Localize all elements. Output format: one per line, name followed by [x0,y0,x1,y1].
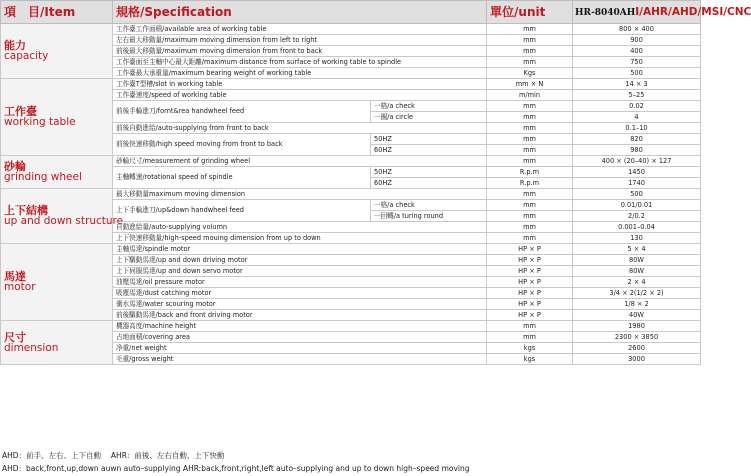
value-cell: 500 [573,189,701,200]
spec-cell: 前後驅動馬達/back and front driving motor [113,310,487,321]
spec-cell: 工作臺工作面積/available area of working table [113,24,487,35]
value-cell: 400 [573,46,701,57]
spec-cell: 工作臺T型槽/slot in working table [113,79,487,90]
header-unit-cn: 單位 [490,5,515,19]
section-label-cn: 砂輪 [4,160,26,174]
section-label-cn: 馬達 [4,270,26,284]
spec-cell: 上下快速移動量/high-speed mouing dimension from up to down [113,233,487,244]
value-cell: 400 × (20–40) × 127 [573,156,701,167]
header-spec-en: /Specification [140,5,232,19]
spec-cell: 上下手輪進刀/up&down handwheel feed [113,200,371,222]
section-label [1,189,124,244]
section-label-en: grinding wheel [4,171,82,184]
spec-cell: 油壓馬達/oil pressure motor [113,277,487,288]
value-cell: 2600 [573,343,701,354]
section-label-cn: 工作臺 [4,105,37,119]
unit-cell: mm [487,332,573,343]
section-label-cn: 尺寸 [4,330,26,344]
spec-cell: 工作臺面至主軸中心最大距離/maximum distance from surface of working table to spindle [113,57,487,68]
unit-cell: HP × P [487,299,573,310]
spec-cell: 自動進給量/auto-supplying volumn [113,222,487,233]
unit-cell: mm [487,57,573,68]
value-cell: 800 × 400 [573,24,701,35]
unit-cell: HP × P [487,266,573,277]
unit-cell: mm [487,101,573,112]
sub-spec-cell: 一圈/a circle [371,112,487,123]
value-cell: 2 × 4 [573,277,701,288]
unit-cell: mm [487,35,573,46]
unit-cell: mm [487,189,573,200]
spec-cell: 净重/net weight [113,343,487,354]
value-cell: 5 × 4 [573,244,701,255]
unit-cell: kgs [487,354,573,365]
value-cell: 1450 [573,167,701,178]
header-item [1,1,113,24]
value-cell: 5–25 [573,90,701,101]
header-spec [113,1,487,24]
unit-cell: mm [487,145,573,156]
header-model-suffix: I/AHR/AHD/MSI/CNC [635,5,751,18]
value-cell: 80W [573,255,701,266]
spec-cell: 毛重/gross weight [113,354,487,365]
unit-cell: kgs [487,343,573,354]
footnote-en: AHD：back,front,up,down auwn auto–supplying AHR:back,front,right,left auto–supplying and up to down high–speed moving [2,464,470,473]
value-cell: 0.01/0.01 [573,200,701,211]
header-unit-en: /unit [514,5,546,19]
spec-cell: 工作臺最大承重量/maximum bearing weight of working table [113,68,487,79]
value-cell: 1740 [573,178,701,189]
sub-spec-cell: 一格/a check [371,200,487,211]
value-cell: 1980 [573,321,701,332]
sub-spec-cell: 50HZ [371,134,487,145]
unit-cell: mm [487,123,573,134]
value-cell: 500 [573,68,701,79]
spec-cell: 前後最大移動量/maximum moving dimension from front to back [113,46,487,57]
section-label [1,156,113,189]
value-cell: 80W [573,266,701,277]
unit-cell: mm [487,222,573,233]
sub-spec-cell: 一回轉/a turing round [371,211,487,222]
value-cell: 1/8 × 2 [573,299,701,310]
section-label [1,244,113,321]
section-label [1,79,113,156]
spec-cell: 前後手輪進刀/fornt&rea handwheel feed [113,101,371,123]
value-cell: 900 [573,35,701,46]
table-row [1,244,701,255]
table-row [1,156,701,167]
spec-cell: 衝水馬達/water scouring motor [113,299,487,310]
header-row [1,1,701,24]
value-cell: 3/4 × 2(1/2 × 2) [573,288,701,299]
unit-cell: R.p.m [487,167,573,178]
header-model [573,1,751,24]
spec-cell: 前後自動進給/auto-supplying from front to back [113,123,487,134]
value-cell: 3000 [573,354,701,365]
section-label-cn: 上下結構 [4,204,48,218]
section-label-en: working table [4,116,76,129]
unit-cell: mm [487,134,573,145]
value-cell: 750 [573,57,701,68]
unit-cell: HP × P [487,255,573,266]
table-row [1,321,701,332]
unit-cell: mm [487,156,573,167]
unit-cell: HP × P [487,244,573,255]
table-row [1,79,701,90]
header-unit [487,1,573,24]
spec-cell: 上下驅動馬達/up and down driving motor [113,255,487,266]
value-cell: 0.1–10 [573,123,701,134]
value-cell: 2/0.2 [573,211,701,222]
spec-cell: 主軸馬達/spindle motor [113,244,487,255]
spec-cell: 左右最大移動量/maximum moving dimension from left to right [113,35,487,46]
spec-cell: 主軸轉速/rotational speed of spindle [113,167,371,189]
value-cell: 0.001–0.04 [573,222,701,233]
sub-spec-cell: 一格/a check [371,101,487,112]
unit-cell: Kgs [487,68,573,79]
unit-cell: R.p.m [487,178,573,189]
section-label-en: motor [4,281,36,294]
unit-cell: mm [487,200,573,211]
sub-spec-cell: 60HZ [371,178,487,189]
spec-cell: 最大移動量maximum moving dimension [113,189,487,200]
header-item-cn: 項 目 [4,5,41,19]
section-label-en: dimension [4,341,59,354]
spec-cell: 吸塵馬達/dust catching motor [113,288,487,299]
spec-cell: 機器高度/machine height [113,321,487,332]
footnote-cn: AHD：前手、左右、上下自動 AHR：前後、左右自動、上下快動 [2,451,225,460]
section-label-en: up and down structure [4,215,124,228]
unit-cell: m/min [487,90,573,101]
sub-spec-cell: 50HZ [371,167,487,178]
section-label [1,321,113,365]
value-cell: 4 [573,112,701,123]
spec-cell: 上下伺服馬達/up and down servo motor [113,266,487,277]
value-cell: 40W [573,310,701,321]
unit-cell: mm [487,233,573,244]
unit-cell: mm [487,321,573,332]
unit-cell: mm [487,24,573,35]
value-cell: 2300 × 3850 [573,332,701,343]
spec-cell: 砂輪尺寸/measurement of grinding wheel [113,156,487,167]
table-row [1,189,701,200]
value-cell: 980 [573,145,701,156]
value-cell: 820 [573,134,701,145]
spec-cell: 工作臺速度/speed of working table [113,90,487,101]
unit-cell: mm [487,211,573,222]
header-model-code: HR-8040AH [575,7,636,18]
section-label [1,24,113,79]
spec-cell: 占地面積/covering area [113,332,487,343]
unit-cell: HP × P [487,310,573,321]
unit-cell: mm × N [487,79,573,90]
unit-cell: HP × P [487,288,573,299]
value-cell: 0.02 [573,101,701,112]
spec-cell: 前後快速移動/high speed moving from front to back [113,134,371,156]
table-row [1,24,701,35]
value-cell: 130 [573,233,701,244]
section-label-cn: 能力 [4,39,26,53]
header-item-en: /Item [40,5,76,19]
unit-cell: mm [487,112,573,123]
section-label-en: capacity [4,50,49,63]
header-spec-cn: 規格 [116,5,141,19]
value-cell: 14 × 3 [573,79,701,90]
unit-cell: mm [487,46,573,57]
unit-cell: HP × P [487,277,573,288]
sub-spec-cell: 60HZ [371,145,487,156]
